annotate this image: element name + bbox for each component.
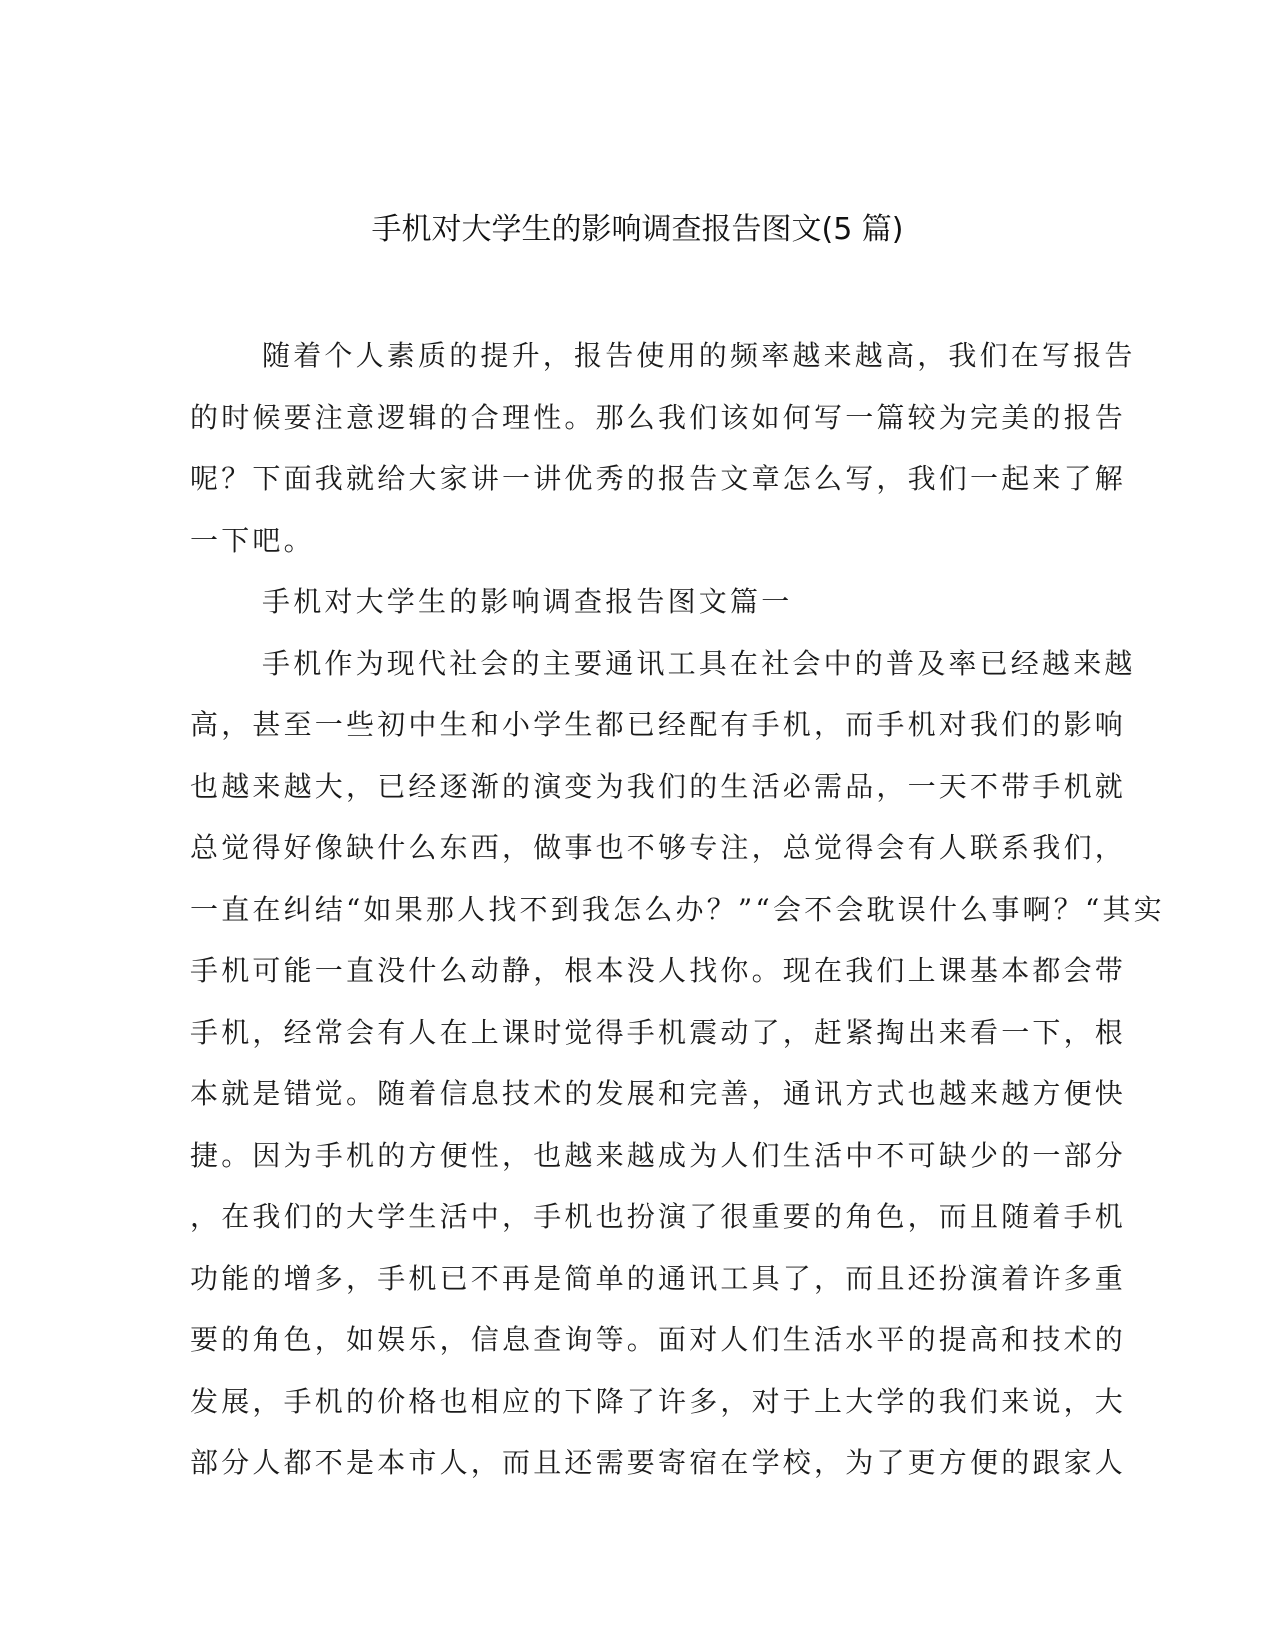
text-line: 也越来越大，已经逐渐的演变为我们的生活必需品，一天不带手机就	[190, 769, 1127, 803]
text-line: 一下吧。	[190, 523, 315, 557]
text-line: 随着个人素质的提升，报告使用的频率越来越高，我们在写报告	[262, 339, 1136, 372]
text-line: 手机，经常会有人在上课时觉得手机震动了，赶紧掏出来看一下，根	[190, 1015, 1127, 1049]
text-line: 本就是错觉。随着信息技术的发展和完善，通讯方式也越来越方便快	[190, 1077, 1127, 1110]
text-line: 发展，手机的价格也相应的下降了许多，对于上大学的我们来说，大	[190, 1384, 1127, 1418]
document-title: 手机对大学生的影响调查报告图文(5 篇)	[371, 212, 904, 247]
text-line: ，在我们的大学生活中，手机也扮演了很重要的角色，而且随着手机	[190, 1200, 1127, 1233]
text-line: 一直在纠结“如果那人找不到我怎么办？”“会不会耽误什么事啊？“其实	[190, 892, 1165, 926]
text-line: 捷。因为手机的方便性，也越来越成为人们生活中不可缺少的一部分	[190, 1138, 1127, 1172]
document-body	[190, 325, 1165, 1494]
text-line: 的时候要注意逻辑的合理性。那么我们该如何写一篇较为完美的报告	[190, 400, 1127, 434]
text-line: 部分人都不是本市人，而且还需要寄宿在学校，为了更方便的跟家人	[190, 1446, 1127, 1479]
text-line: 手机可能一直没什么动静，根本没人找你。现在我们上课基本都会带	[190, 954, 1127, 987]
text-line: 总觉得好像缺什么东西，做事也不够专注，总觉得会有人联系我们，	[190, 831, 1127, 864]
text-line: 要的角色，如娱乐，信息查询等。面对人们生活水平的提高和技术的	[190, 1323, 1127, 1356]
text-line: 呢？下面我就给大家讲一讲优秀的报告文章怎么写，我们一起来了解	[190, 462, 1127, 495]
text-line: 高，甚至一些初中生和小学生都已经配有手机，而手机对我们的影响	[190, 708, 1127, 741]
text-line: 手机对大学生的影响调查报告图文篇一	[262, 585, 793, 618]
text-line: 功能的增多，手机已不再是简单的通讯工具了，而且还扮演着许多重	[190, 1261, 1127, 1295]
text-line: 手机作为现代社会的主要通讯工具在社会中的普及率已经越来越	[262, 646, 1136, 680]
